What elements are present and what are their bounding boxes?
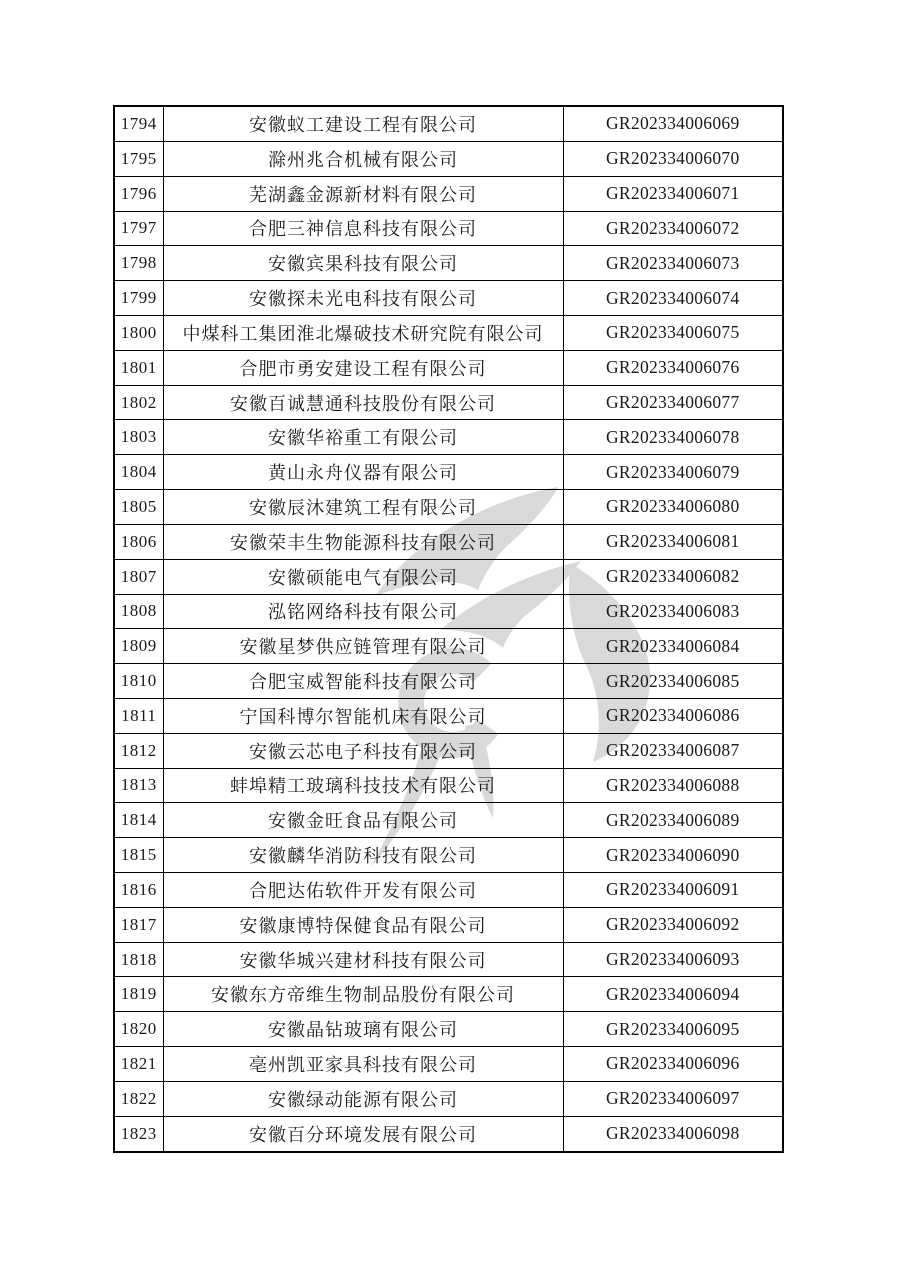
row-number-cell (114, 211, 163, 246)
row-number: 1813 (120, 775, 157, 795)
credential-code-cell (563, 106, 783, 141)
credential-code-cell (563, 559, 783, 594)
company-name-cell (163, 246, 563, 281)
credential-code: GR202334006086 (605, 705, 740, 726)
credential-code: GR202334006074 (605, 287, 740, 308)
row-number: 1806 (120, 531, 157, 551)
company-name: 合肥达佑软件开发有限公司 (249, 880, 477, 901)
company-name-cell (163, 420, 563, 455)
credential-code-cell (563, 629, 783, 664)
table-row (114, 873, 783, 908)
credential-code-cell (563, 594, 783, 629)
row-number-cell (114, 803, 163, 838)
row-number-cell (114, 942, 163, 977)
company-name: 安徽星梦供应链管理有限公司 (239, 637, 487, 658)
credential-code-cell (563, 385, 783, 420)
credential-code-cell (563, 942, 783, 977)
table-row (114, 977, 783, 1012)
row-number-cell (114, 1116, 163, 1152)
row-number-cell (114, 594, 163, 629)
table-row (114, 733, 783, 768)
table-row (114, 420, 783, 455)
table-row (114, 559, 783, 594)
credential-code: GR202334006072 (605, 217, 740, 238)
table-row (114, 907, 783, 942)
credential-code: GR202334006069 (605, 113, 740, 134)
credential-code-cell (563, 455, 783, 490)
row-number: 1809 (120, 636, 157, 656)
company-name-cell (163, 873, 563, 908)
row-number: 1819 (120, 984, 157, 1004)
table-row (114, 698, 783, 733)
row-number: 1800 (120, 322, 157, 342)
company-name-cell (163, 768, 563, 803)
credential-code: GR202334006080 (605, 496, 740, 517)
credential-code-cell (563, 873, 783, 908)
company-name: 安徽麟华消防科技有限公司 (249, 846, 477, 867)
company-name: 安徽探未光电科技有限公司 (249, 289, 477, 310)
credential-code: GR202334006081 (605, 531, 740, 552)
credential-code: GR202334006079 (605, 461, 740, 482)
company-name-cell (163, 385, 563, 420)
table-row (114, 455, 783, 490)
credential-code-cell (563, 838, 783, 873)
row-number: 1802 (120, 392, 157, 412)
credential-code-cell (563, 281, 783, 316)
company-name: 蚌埠精工玻璃科技技术有限公司 (230, 776, 496, 797)
table-row (114, 629, 783, 664)
row-number-cell (114, 1047, 163, 1082)
row-number-cell (114, 141, 163, 176)
credential-code-cell (563, 141, 783, 176)
company-name-cell (163, 977, 563, 1012)
company-name-cell (163, 907, 563, 942)
row-number: 1812 (120, 740, 157, 760)
company-name: 安徽荣丰生物能源科技有限公司 (230, 532, 496, 553)
table-row (114, 490, 783, 525)
row-number: 1794 (120, 113, 157, 133)
company-name-cell (163, 490, 563, 525)
company-name-cell (163, 316, 563, 351)
company-name: 中煤科工集团淮北爆破技术研究院有限公司 (182, 323, 544, 344)
credential-code: GR202334006090 (605, 844, 740, 865)
credential-code-cell (563, 176, 783, 211)
credential-code-cell (563, 490, 783, 525)
company-name-cell (163, 629, 563, 664)
row-number-cell (114, 246, 163, 281)
company-name: 安徽百诚慧通科技股份有限公司 (230, 393, 496, 414)
company-name-cell (163, 942, 563, 977)
company-name: 安徽华城兴建材科技有限公司 (239, 950, 487, 971)
company-name: 安徽蚁工建设工程有限公司 (249, 114, 477, 135)
row-number-cell (114, 768, 163, 803)
company-name: 合肥三神信息科技有限公司 (249, 219, 477, 240)
credential-code: GR202334006097 (605, 1088, 740, 1109)
row-number-cell (114, 977, 163, 1012)
credential-code: GR202334006076 (605, 357, 740, 378)
credential-code-cell (563, 524, 783, 559)
table-row (114, 350, 783, 385)
credential-code: GR202334006085 (605, 670, 740, 691)
row-number: 1797 (120, 218, 157, 238)
table-row (114, 385, 783, 420)
company-name: 安徽华裕重工有限公司 (268, 428, 458, 449)
company-name-cell (163, 803, 563, 838)
credential-code-cell (563, 420, 783, 455)
credential-code-cell (563, 977, 783, 1012)
credential-code: GR202334006087 (605, 740, 740, 761)
credential-code-cell (563, 1047, 783, 1082)
row-number-cell (114, 106, 163, 141)
credential-code: GR202334006084 (605, 635, 740, 656)
row-number-cell (114, 350, 163, 385)
company-name-cell (163, 211, 563, 246)
row-number-cell (114, 385, 163, 420)
row-number-cell (114, 698, 163, 733)
row-number: 1822 (120, 1088, 157, 1108)
table-row (114, 838, 783, 873)
row-number-cell (114, 420, 163, 455)
credential-code-cell (563, 803, 783, 838)
row-number-cell (114, 733, 163, 768)
row-number: 1801 (120, 357, 157, 377)
row-number-cell (114, 316, 163, 351)
row-number-cell (114, 1012, 163, 1047)
row-number: 1817 (120, 914, 157, 934)
row-number-cell (114, 873, 163, 908)
credential-code-cell (563, 664, 783, 699)
credential-code: GR202334006095 (605, 1018, 740, 1039)
company-name: 芜湖鑫金源新材料有限公司 (249, 184, 477, 205)
row-number: 1804 (120, 462, 157, 482)
credential-code: GR202334006078 (605, 426, 740, 447)
table-row (114, 1116, 783, 1152)
credential-code: GR202334006098 (605, 1123, 740, 1144)
row-number: 1823 (120, 1123, 157, 1143)
row-number: 1814 (120, 810, 157, 830)
company-name-cell (163, 838, 563, 873)
company-name: 安徽康博特保健食品有限公司 (239, 915, 487, 936)
table-row (114, 316, 783, 351)
company-name: 安徽金旺食品有限公司 (268, 811, 458, 832)
company-name: 安徽东方帝维生物制品股份有限公司 (211, 985, 515, 1006)
row-number-cell (114, 455, 163, 490)
row-number: 1820 (120, 1019, 157, 1039)
credential-code-cell (563, 350, 783, 385)
company-name-cell (163, 176, 563, 211)
credential-code: GR202334006070 (605, 148, 740, 169)
company-name-cell (163, 1012, 563, 1047)
table-row (114, 141, 783, 176)
company-name-cell (163, 594, 563, 629)
row-number: 1805 (120, 496, 157, 516)
row-number-cell (114, 664, 163, 699)
credential-code: GR202334006083 (605, 600, 740, 621)
table-row (114, 942, 783, 977)
credential-code-cell (563, 698, 783, 733)
company-name: 合肥市勇安建设工程有限公司 (239, 358, 487, 379)
row-number: 1807 (120, 566, 157, 586)
company-name: 黄山永舟仪器有限公司 (268, 463, 458, 484)
table-body (114, 106, 783, 1152)
company-name-cell (163, 455, 563, 490)
table-row (114, 1012, 783, 1047)
company-name: 安徽硕能电气有限公司 (268, 567, 458, 588)
credential-code: GR202334006071 (605, 183, 740, 204)
credential-code-cell (563, 316, 783, 351)
company-name-cell (163, 664, 563, 699)
company-name-cell (163, 141, 563, 176)
company-name-cell (163, 559, 563, 594)
company-name-cell (163, 1047, 563, 1082)
credential-code: GR202334006094 (605, 983, 740, 1004)
company-name: 安徽百分环境发展有限公司 (249, 1124, 477, 1145)
table-row (114, 246, 783, 281)
credential-code: GR202334006091 (605, 879, 740, 900)
credential-code-cell (563, 1081, 783, 1116)
company-name: 宁国科博尔智能机床有限公司 (239, 706, 487, 727)
credential-code-cell (563, 1116, 783, 1152)
row-number: 1815 (120, 845, 157, 865)
row-number: 1795 (120, 148, 157, 168)
table-row (114, 281, 783, 316)
credential-code: GR202334006088 (605, 774, 740, 795)
table-row (114, 1081, 783, 1116)
credential-code: GR202334006073 (605, 252, 740, 273)
row-number: 1796 (120, 183, 157, 203)
credential-code: GR202334006093 (605, 949, 740, 970)
credential-code: GR202334006089 (605, 809, 740, 830)
company-name: 安徽宾果科技有限公司 (268, 254, 458, 275)
row-number: 1818 (120, 949, 157, 969)
company-name-cell (163, 1081, 563, 1116)
row-number-cell (114, 629, 163, 664)
company-name-cell (163, 350, 563, 385)
table-row (114, 1047, 783, 1082)
credential-code-cell (563, 246, 783, 281)
row-number: 1808 (120, 601, 157, 621)
table-row (114, 176, 783, 211)
row-number: 1811 (121, 705, 157, 725)
table-row (114, 106, 783, 141)
company-name-cell (163, 733, 563, 768)
credential-code-cell (563, 211, 783, 246)
table-row (114, 664, 783, 699)
company-name: 安徽云芯电子科技有限公司 (249, 741, 477, 762)
row-number: 1803 (120, 427, 157, 447)
credential-code: GR202334006092 (605, 914, 740, 935)
row-number-cell (114, 1081, 163, 1116)
credential-code-cell (563, 1012, 783, 1047)
row-number: 1799 (120, 288, 157, 308)
row-number: 1798 (120, 253, 157, 273)
company-name-cell (163, 281, 563, 316)
row-number: 1810 (120, 671, 157, 691)
row-number-cell (114, 176, 163, 211)
credential-code-cell (563, 768, 783, 803)
row-number-cell (114, 524, 163, 559)
table-row (114, 211, 783, 246)
company-name: 泓铭网络科技有限公司 (268, 602, 458, 623)
company-name: 安徽晶钻玻璃有限公司 (268, 1020, 458, 1041)
row-number-cell (114, 907, 163, 942)
company-name: 合肥宝威智能科技有限公司 (249, 672, 477, 693)
table-row (114, 594, 783, 629)
row-number-cell (114, 559, 163, 594)
row-number: 1821 (120, 1053, 157, 1073)
credential-code-cell (563, 907, 783, 942)
company-name: 滁州兆合机械有限公司 (268, 149, 458, 170)
row-number-cell (114, 490, 163, 525)
row-number-cell (114, 281, 163, 316)
company-name-cell (163, 106, 563, 141)
company-name: 安徽辰沐建筑工程有限公司 (249, 497, 477, 518)
row-number-cell (114, 838, 163, 873)
credential-code: GR202334006075 (605, 322, 740, 343)
table-row (114, 768, 783, 803)
company-name-cell (163, 524, 563, 559)
credential-code: GR202334006082 (605, 566, 740, 587)
row-number: 1816 (120, 879, 157, 899)
table-row (114, 803, 783, 838)
credential-code: GR202334006077 (605, 392, 740, 413)
company-name: 亳州凯亚家具科技有限公司 (249, 1054, 477, 1075)
company-registry-table (113, 105, 784, 1153)
credential-code: GR202334006096 (605, 1053, 740, 1074)
company-name: 安徽绿动能源有限公司 (268, 1089, 458, 1110)
credential-code-cell (563, 733, 783, 768)
table-row (114, 524, 783, 559)
company-name-cell (163, 698, 563, 733)
company-name-cell (163, 1116, 563, 1152)
